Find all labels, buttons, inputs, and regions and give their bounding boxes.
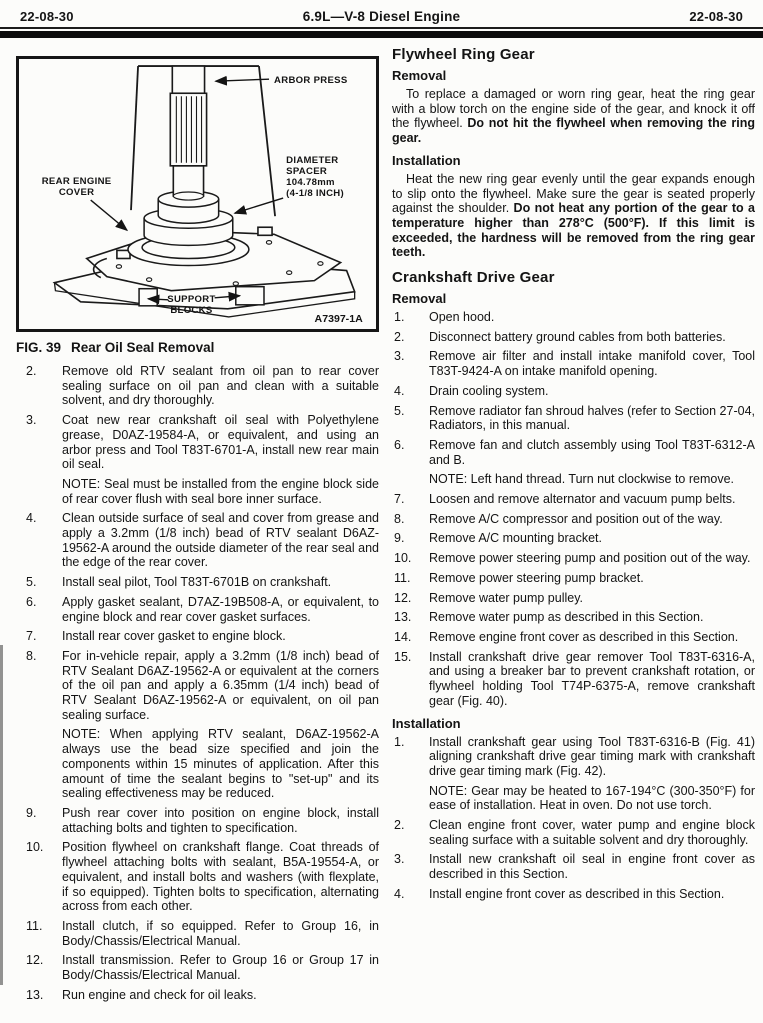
step-text: Install crankshaft drive gear remover Tool T83T-6316-A, and using a breaker bar to prevent crankshaft rotation, or flywheel holding Tool T74P-6375-A, remove crankshaft gear (Fig. 40). (429, 649, 755, 708)
step-number: 5. (394, 403, 405, 418)
step-text: Install crankshaft gear using Tool T83T-6316-B (Fig. 41) aligning crankshaft drive gear timing mark with crankshaft drive gear timing mark (Fig. 42). NOTE: Gear may be heated to 167-194°C (300-350°F) for ease of installation. Heat in oven. Do not use torch. (429, 734, 755, 813)
step-text: Remove water pump as described in this Section. (429, 610, 704, 625)
step-text: Loosen and remove alternator and vacuum pump belts. (429, 492, 736, 507)
step-text: Remove power steering pump and position out of the way. (429, 551, 751, 566)
section-flywheel-ring-gear: Flywheel Ring Gear (392, 46, 535, 63)
step-item (392, 531, 755, 546)
step-text: Install rear cover gasket to engine block. (62, 629, 286, 644)
step-text: Remove A/C mounting bracket. (429, 531, 602, 546)
figure-39-box (16, 56, 379, 332)
label-arbor-press: ARBOR PRESS (274, 75, 348, 87)
figure-caption (16, 340, 379, 355)
step-number: 4. (394, 383, 405, 398)
step-item (392, 887, 755, 902)
step-text: Install transmission. Refer to Group 16 or Group 17 in Body/Chassis/Electrical Manual. (62, 953, 379, 983)
step-text: Install seal pilot, Tool T83T-6701B on crankshaft. (62, 575, 332, 590)
step-number: 5. (26, 575, 37, 590)
step-number: 13. (394, 610, 412, 625)
step-number: 3. (394, 852, 405, 867)
step-item (392, 330, 755, 345)
page-title: 6.9L—V-8 Diesel Engine (302, 9, 461, 24)
crankshaft-removal-steps (392, 310, 755, 708)
step-item (14, 840, 379, 914)
step-number: 2. (26, 364, 37, 378)
label-diameter-spacer-line4: (4-1/8 INCH) (286, 188, 344, 200)
step-number: 10. (26, 840, 44, 855)
step-number: 11. (394, 570, 411, 585)
step-text: Run engine and check for oil leaks. (62, 987, 257, 1002)
step-text: Coat new rear crankshaft oil seal with Polyethylene grease, D0AZ-19584-A, or equivalent, and using an arbor press and Tool T83T-6701-A, install new rear main oil seal. NOTE: Seal must be installed from the engine block side of rear cover flush with seal bore inner surface. (62, 413, 379, 506)
figure-code: A7397-1A (314, 312, 363, 325)
step-text: Install new crankshaft oil seal in engine front cover as described in this Section. (429, 852, 755, 882)
step-number: 3. (26, 413, 37, 428)
step-number: 9. (26, 805, 37, 820)
step-number: 14. (394, 629, 412, 644)
scan-gutter-artifact (0, 645, 3, 985)
step-item (392, 591, 755, 606)
subheading-flywheel-removal: Removal (392, 68, 447, 83)
step-item (392, 852, 755, 881)
step-item (14, 364, 379, 408)
step-item (392, 571, 755, 586)
step-number: 4. (394, 886, 405, 901)
step-item (14, 575, 379, 590)
crankshaft-installation-steps (392, 735, 755, 902)
step-item (392, 650, 755, 709)
section-crankshaft-drive-gear: Crankshaft Drive Gear (392, 269, 555, 287)
step-text: Remove water pump pulley. (429, 590, 584, 605)
step-item (392, 438, 755, 487)
subheading-crankshaft-removal: Removal (392, 291, 447, 307)
step-number: 11. (26, 918, 43, 933)
step-text: Disconnect battery ground cables from both batteries. (429, 329, 726, 344)
step-item (392, 610, 755, 625)
step-item (14, 953, 379, 982)
subheading-crankshaft-installation: Installation (392, 715, 461, 731)
label-diameter-spacer-line1: DIAMETER (286, 154, 339, 166)
label-diameter-spacer-line2: SPACER (286, 165, 328, 177)
step-number: 15. (394, 649, 412, 664)
step-number: 12. (394, 590, 412, 605)
flywheel-installation-paragraph: Heat the new ring gear evenly until the gear expands enough to slip onto the flywheel. Make sure the gear is seated properly against the shoulder. Do not heat any portion of the gear to a temperature higher than 278°C (500°F). If this limit is exceeded, the hardness will be removed from the ring gear teeth. (392, 171, 755, 260)
step-text: Push rear cover into position on engine block, install attaching bolts and tighten to specification. (62, 805, 379, 835)
step-text: Remove power steering pump bracket. (429, 570, 644, 585)
step-number: 3. (394, 349, 405, 364)
label-support-blocks-line2: BLOCKS (170, 304, 213, 316)
step-text: Install engine front cover as described in this Section. (429, 886, 725, 901)
step-item (392, 818, 755, 847)
page-header (0, 0, 763, 24)
step-text: Apply gasket sealant, D7AZ-19B508-A, or equivalent, to engine block and rear cover gasket surfaces. (62, 594, 379, 624)
step-item (14, 988, 379, 1003)
step-item (14, 629, 379, 644)
step-item (392, 384, 755, 399)
step-number: 6. (394, 437, 405, 452)
step-item (392, 512, 755, 527)
header-thin-rule (0, 27, 763, 29)
label-support-blocks-line1: SUPPORT (167, 293, 216, 305)
step-text: Remove A/C compressor and position out of the way. (429, 511, 723, 526)
step-item (14, 919, 379, 948)
step-text: Install clutch, if so equipped. Refer to Group 16, in Body/Chassis/Electrical Manual. (62, 918, 379, 948)
step-text: Remove radiator fan shroud halves (refer to Section 27-04, Radiators, in this manual. (429, 403, 755, 433)
step-text: Open hood. (429, 310, 495, 325)
step-number: 13. (26, 987, 44, 1002)
step-text: Remove engine front cover as described in this Section. (429, 629, 739, 644)
left-column (14, 44, 379, 1007)
label-diameter-spacer-line3: 104.78mm (286, 176, 335, 188)
figure-caption-text: Rear Oil Seal Removal (71, 340, 215, 355)
step-text: Remove air filter and install intake manifold cover, Tool T83T-9424-A on intake manifold opening. (429, 349, 755, 379)
step-number: 4. (26, 511, 37, 526)
step-text: Drain cooling system. (429, 383, 549, 398)
flywheel-removal-paragraph: To replace a damaged or worn ring gear, heat the ring gear with a blow torch on the engine side of the gear, and knock it off the flywheel. Do not hit the flywheel when removing the ring gear. (392, 87, 755, 146)
page-code-right: 22-08-30 (689, 9, 743, 24)
step-number: 7. (26, 629, 37, 644)
shaft-drawing (170, 66, 206, 200)
step-item (14, 595, 379, 624)
step-number: 7. (394, 492, 405, 507)
page-code-left: 22-08-30 (20, 9, 74, 24)
step-number: 1. (394, 310, 405, 325)
step-item (14, 413, 379, 506)
step-number: 12. (26, 953, 44, 968)
step-number: 2. (394, 818, 405, 833)
step-item (14, 511, 379, 570)
figure-caption-number: FIG. 39 (16, 340, 62, 355)
header-rule (0, 31, 763, 38)
label-rear-engine-cover-line1: REAR ENGINE (41, 175, 112, 187)
rear-oil-seal-diagram (19, 59, 376, 329)
step-text: Clean engine front cover, water pump and engine block sealing surface with a suitable solvent and dry thoroughly. (429, 818, 755, 847)
step-text: Clean outside surface of seal and cover from grease and apply a 3.2mm (1/8 inch) bead of RTV sealant D6AZ-19562-A around the outside diameter of the rear seal and the edge of the rear cover. (62, 511, 379, 570)
rear-oil-seal-steps (14, 364, 379, 1002)
step-item (392, 349, 755, 378)
step-number: 6. (26, 594, 37, 609)
step-number: 8. (394, 511, 405, 526)
subheading-flywheel-installation: Installation (392, 152, 461, 168)
right-column (392, 44, 755, 1007)
step-item (392, 630, 755, 645)
step-item (392, 492, 755, 507)
label-rear-engine-cover-line2: COVER (58, 187, 95, 199)
step-item (392, 404, 755, 433)
step-item (392, 735, 755, 814)
step-number: 2. (394, 329, 405, 344)
step-item (392, 551, 755, 566)
step-number: 1. (394, 734, 405, 749)
step-item (14, 649, 379, 801)
step-text: Remove fan and clutch assembly using Tool T83T-6312-A and B. NOTE: Left hand thread. Turn nut clockwise to remove. (429, 437, 755, 487)
step-text: Remove old RTV sealant from oil pan to rear cover sealing surface on oil pan and clean with a suitable solvent, and dry thoroughly. (62, 364, 379, 408)
step-item (14, 806, 379, 835)
step-text: Position flywheel on crankshaft flange. Coat threads of flywheel attaching bolts with sealant, B5A-19554-A, or equivalent, and install bolts and washers (with flexplate, if so equipped). Tighten bolts to specification, alternating across from each other. (62, 840, 379, 914)
step-number: 10. (394, 551, 412, 566)
step-number: 8. (26, 648, 37, 663)
step-text: For in-vehicle repair, apply a 3.2mm (1/8 inch) bead of RTV Sealant D6AZ-19562-A or equivalent at the corners of the oil pan and apply a 6.35mm (1/4 inch) bead of RTV Sealant D6AZ-19562-A or equivalent, on oil pan sealing surface. NOTE: When applying RTV sealant, D6AZ-19562-A always use the bead size specified and join the components within 15 minutes of application. After this amount of time the sealant begins to "set-up" and its sealing effectiveness may be reduced. (62, 648, 379, 801)
step-number: 9. (394, 531, 405, 546)
step-item (392, 310, 755, 325)
